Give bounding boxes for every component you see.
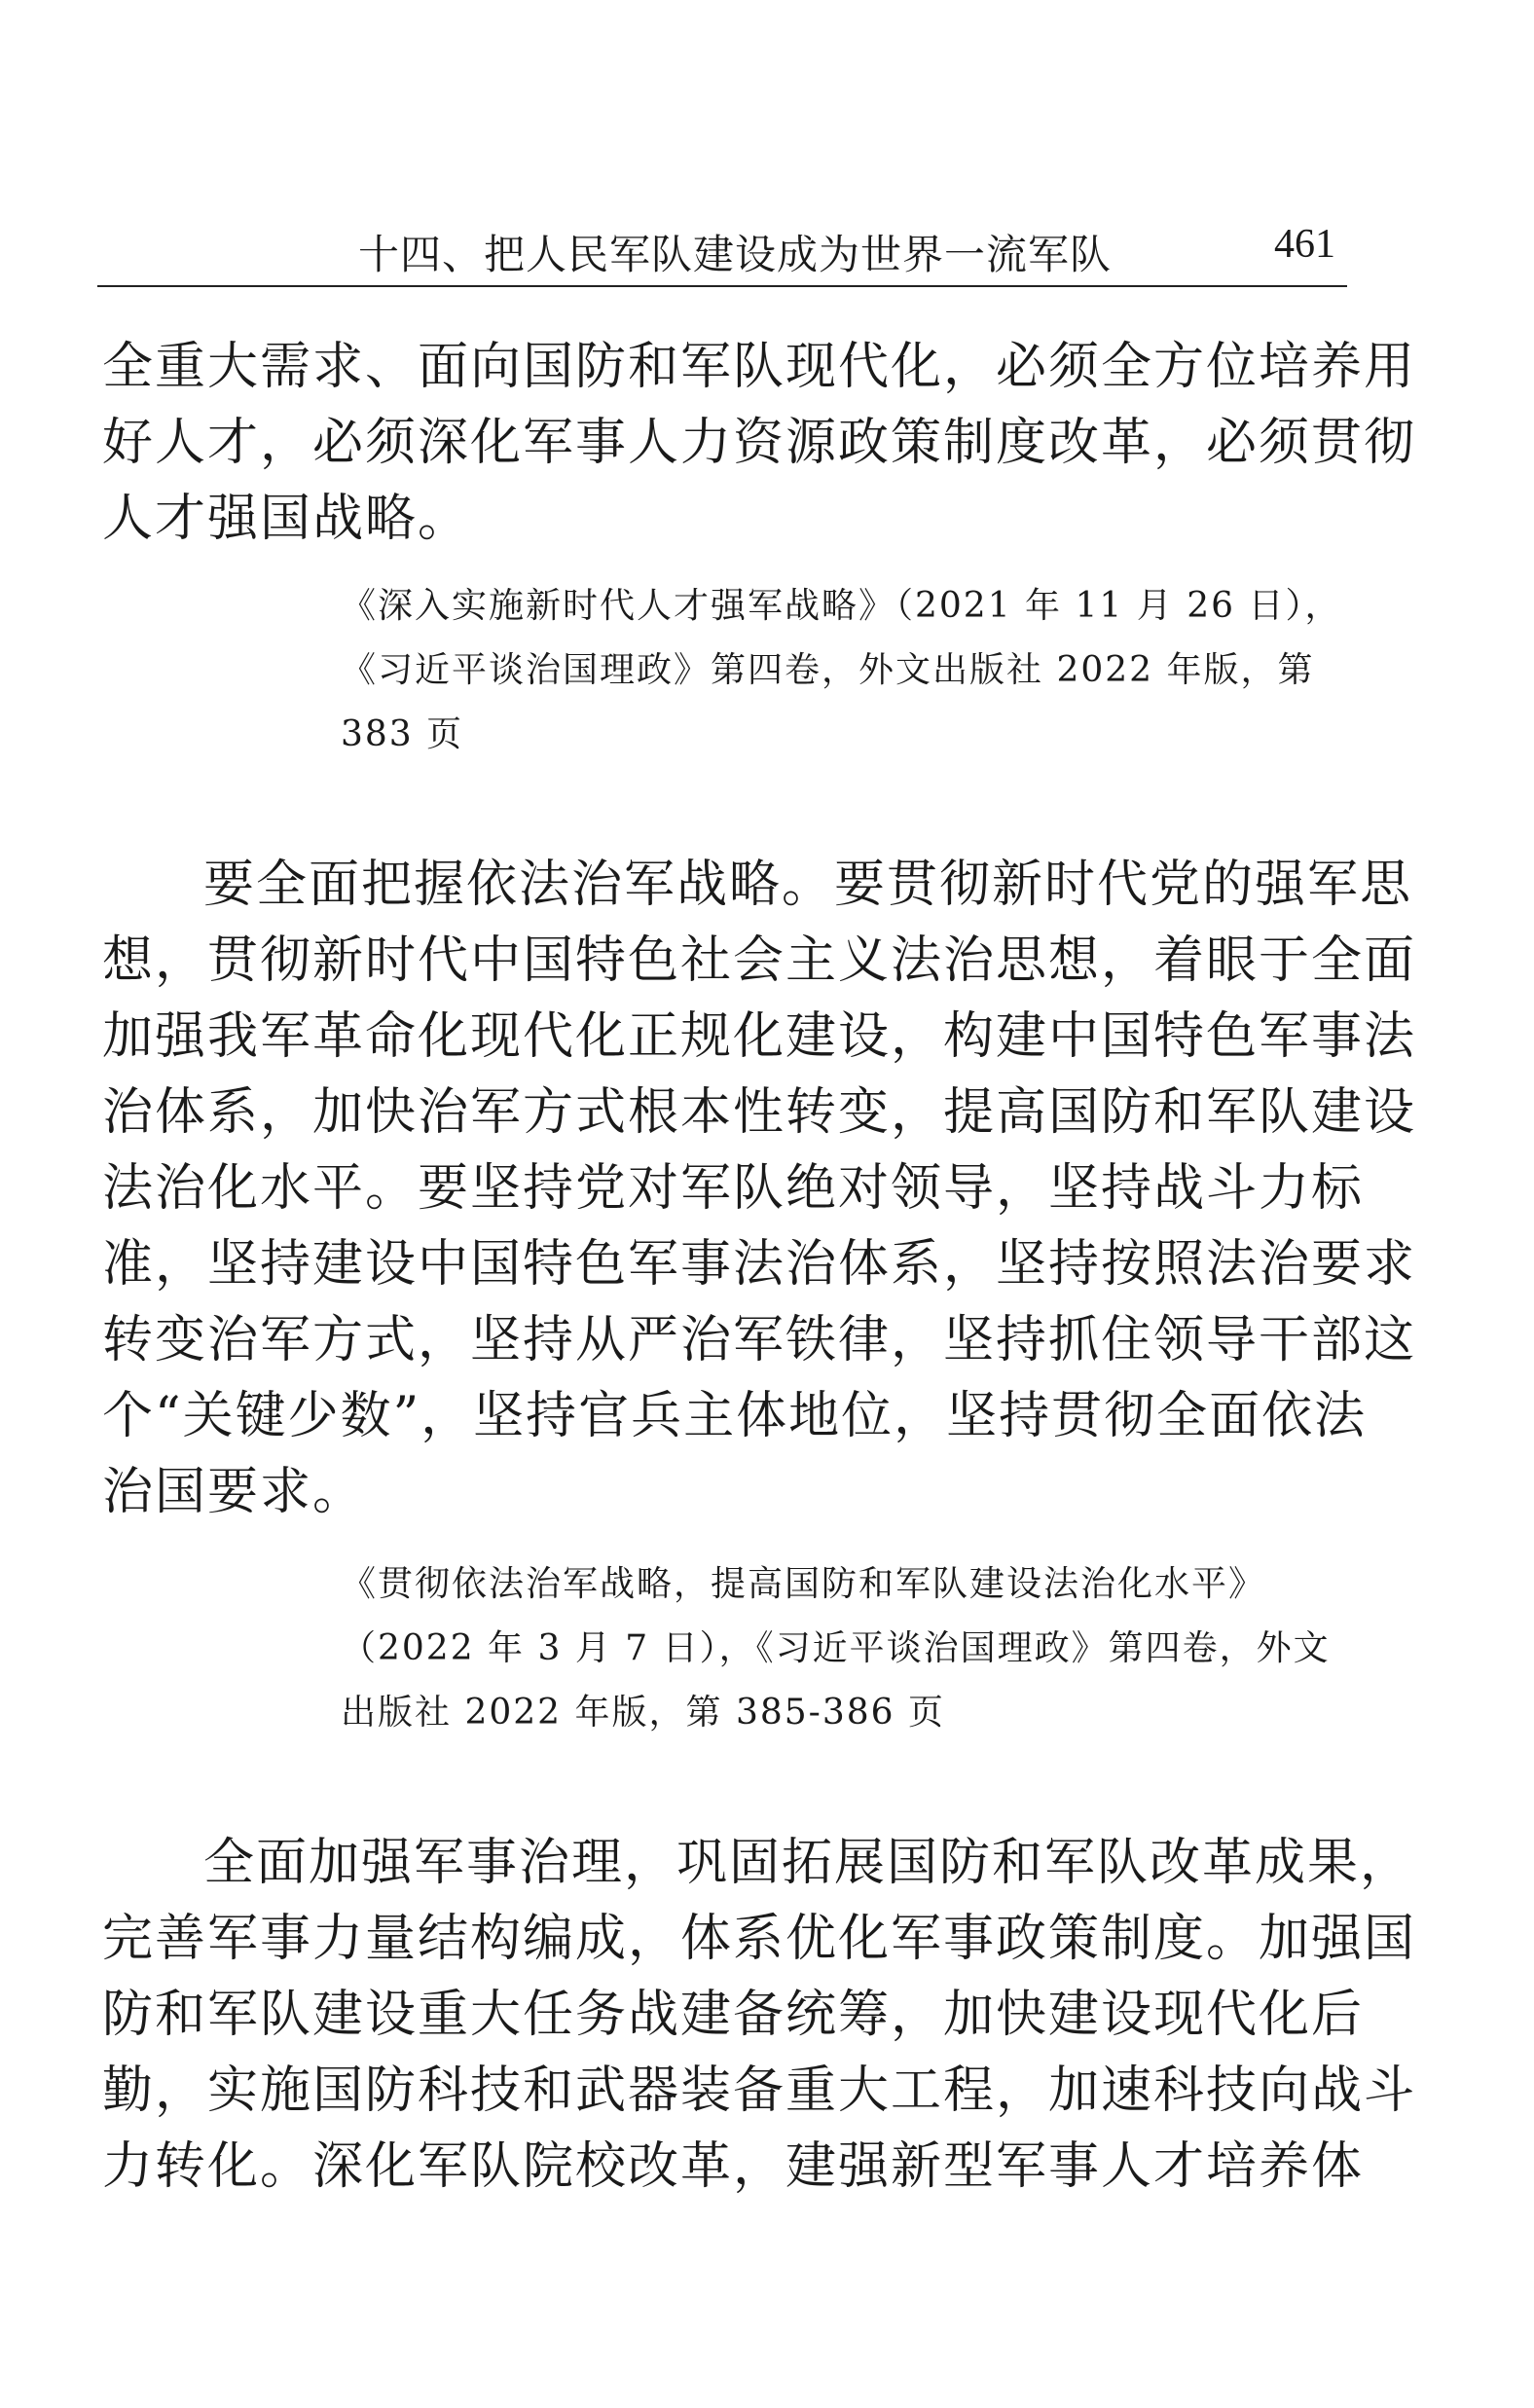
citation-line: 《贯彻依法治军战略，提高国防和军队建设法治化水平》	[341, 1564, 1266, 1604]
body-paragraph-1	[102, 329, 1417, 557]
paragraph-line: 准，坚持建设中国特色军事法治体系，坚持按照法治要求	[102, 1235, 1417, 1294]
page-header	[97, 209, 1347, 289]
paragraph-line: 要全面把握依法治军战略。要贯彻新时代党的强军思	[203, 856, 1413, 914]
paragraph-line: 防和军队建设重大任务战建备统筹，加快建设现代化后	[102, 1986, 1365, 2044]
paragraph-line: 勤，实施国防科技和武器装备重大工程，加速科技向战斗	[102, 2061, 1417, 2120]
paragraph-line: 全重大需求、面向国防和军队现代化，必须全方位培养用	[102, 338, 1417, 396]
citation-2	[341, 1552, 1353, 1745]
page-number: 461	[1274, 222, 1335, 267]
citation-line: （2022 年 3 月 7 日），《习近平谈治国理政》第四卷，外文	[341, 1628, 1331, 1668]
paragraph-line: 治体系，加快治军方式根本性转变，提高国防和军队建设	[102, 1083, 1417, 1142]
citation-line: 《深入实施新时代人才强军战略》（2021 年 11 月 26 日），	[341, 586, 1342, 626]
paragraph-line: 好人才，必须深化军事人力资源政策制度改革，必须贯彻	[102, 414, 1417, 472]
paragraph-line: 转变治军方式，坚持从严治军铁律，坚持抓住领导干部这	[102, 1311, 1417, 1369]
citation-line: 383 页	[341, 714, 464, 754]
running-head: 十四、把人民军队建设成为世界一流军队	[358, 231, 1113, 278]
paragraph-line: 全面加强军事治理，巩固拓展国防和军队改革成果，	[203, 1834, 1413, 1892]
paragraph-line: 人才强国战略。	[102, 490, 471, 548]
citation-1	[341, 574, 1353, 767]
paragraph-line: 力转化。深化军队院校改革，建强新型军事人才培养体	[102, 2137, 1365, 2196]
citation-line: 出版社 2022 年版，第 385-386 页	[341, 1693, 945, 1733]
body-paragraph-3	[102, 1825, 1417, 2205]
citation-line: 《习近平谈治国理政》第四卷，外文出版社 2022 年版，第	[341, 650, 1315, 690]
paragraph-line: 法治化水平。要坚持党对军队绝对领导，坚持战斗力标	[102, 1159, 1365, 1218]
paragraph-line: 个“关键少数”，坚持官兵主体地位，坚持贯彻全面依法	[102, 1387, 1368, 1445]
paragraph-line: 治国要求。	[102, 1463, 366, 1521]
paragraph-line: 完善军事力量结构编成，体系优化军事政策制度。加强国	[102, 1910, 1417, 1968]
paragraph-line: 想，贯彻新时代中国特色社会主义法治思想，着眼于全面	[102, 931, 1417, 990]
body-paragraph-2	[102, 847, 1417, 1530]
paragraph-line: 加强我军革命化现代化正规化建设，构建中国特色军事法	[102, 1007, 1417, 1066]
header-rule	[97, 285, 1347, 287]
